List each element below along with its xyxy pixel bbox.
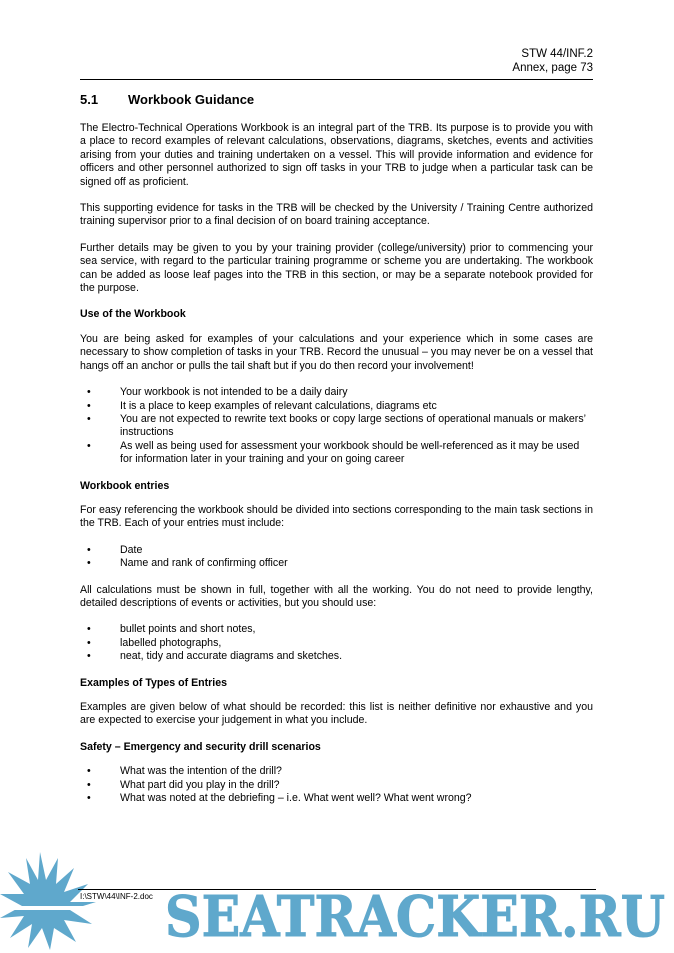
paragraph: For easy referencing the workbook should be divided into sections corresponding to the main task sections in the TRB. Each of your entries must include: bbox=[80, 503, 593, 530]
list-item: • What was the intention of the drill? bbox=[87, 765, 282, 778]
subheading: Use of the Workbook bbox=[80, 308, 186, 321]
section-heading bbox=[80, 92, 593, 108]
list-item: • It is a place to keep examples of relevant calculations, diagrams etc bbox=[87, 399, 437, 412]
subheading: Examples of Types of Entries bbox=[80, 676, 227, 689]
section-number: 5.1 bbox=[80, 92, 99, 107]
document-body bbox=[80, 92, 593, 818]
list-item: • labelled photographs, bbox=[87, 636, 222, 649]
list-item: • neat, tidy and accurate diagrams and sketches. bbox=[87, 650, 343, 663]
section-title: Workbook Guidance bbox=[128, 92, 255, 107]
document-reference: STW 44/INF.2 bbox=[521, 48, 593, 60]
footer-file-path: I:\STW\44\INF-2.doc bbox=[80, 892, 153, 901]
footer-rule bbox=[78, 889, 596, 890]
intro-paragraph: This supporting evidence for tasks in the TRB will be checked by the University / Training Centre authorized training supervisor prior to a final decision of on board training acceptance. bbox=[80, 202, 593, 228]
subheading: Workbook entries bbox=[80, 479, 170, 492]
bullet-list bbox=[80, 386, 593, 466]
subheading: Safety – Emergency and security drill scenarios bbox=[80, 740, 321, 753]
paragraph: All calculations must be shown in full, together with all the working. You do not need to provide lengthy, detailed descriptions of events or activities, but you should use: bbox=[80, 583, 593, 609]
paragraph: You are being asked for examples of your calculations and your experience which in some cases are necessary to show completion of tasks in your TRB. Record the unusual – you may never be on a vessel that hangs off an anchor or pulls the tail shaft but if you do then record your involvement! bbox=[80, 332, 593, 372]
watermark-text: SEATRACKER.RU bbox=[165, 884, 665, 950]
list-item: • What was noted at the debriefing – i.e. What went well? What went wrong? bbox=[87, 792, 472, 805]
bullet-list bbox=[80, 544, 593, 571]
list-item: • Name and rank of confirming officer bbox=[87, 557, 288, 570]
list-item: • bullet points and short notes, bbox=[87, 623, 256, 636]
bullet-list bbox=[80, 623, 593, 663]
paragraph: Examples are given below of what should be recorded: this list is neither definitive nor exhaustive and you are expected to exercise your judgement in what you include. bbox=[80, 701, 593, 727]
list-item: • Your workbook is not intended to be a daily dairy bbox=[87, 386, 348, 399]
list-item: • Date bbox=[87, 543, 143, 556]
intro-paragraph: The Electro-Technical Operations Workbook is an integral part of the TRB. Its purpose is to provide you with a place to record examples of relevant calculations, observations, diagrams, sketches, events and activities arising from your duties and training undertaken on a vessel. This will provide information and evidence for officers and other personnel authorized to sign off tasks in your TRB to judge when a particular task can be signed off as proficient. bbox=[80, 122, 593, 188]
page-reference: Annex, page 73 bbox=[512, 62, 593, 74]
list-item: • What part did you play in the drill? bbox=[87, 778, 280, 791]
header-rule bbox=[80, 79, 593, 80]
list-item: • You are not expected to rewrite text books or copy large sections of operational manuals or makers’ instructions bbox=[87, 412, 586, 439]
intro-paragraph: Further details may be given to you by your training provider (college/university) prior to commencing your sea service, with regard to the particular training programme or scheme you are undertaking. The workbook can be added as loose leaf pages into the TRB in this section, or may be a separate notebook provided for the purpose. bbox=[80, 241, 593, 295]
list-item: • As well as being used for assessment your workbook should be well-referenced as it may be used for information later in your training and your on going career bbox=[87, 439, 580, 466]
bullet-list bbox=[80, 765, 593, 805]
